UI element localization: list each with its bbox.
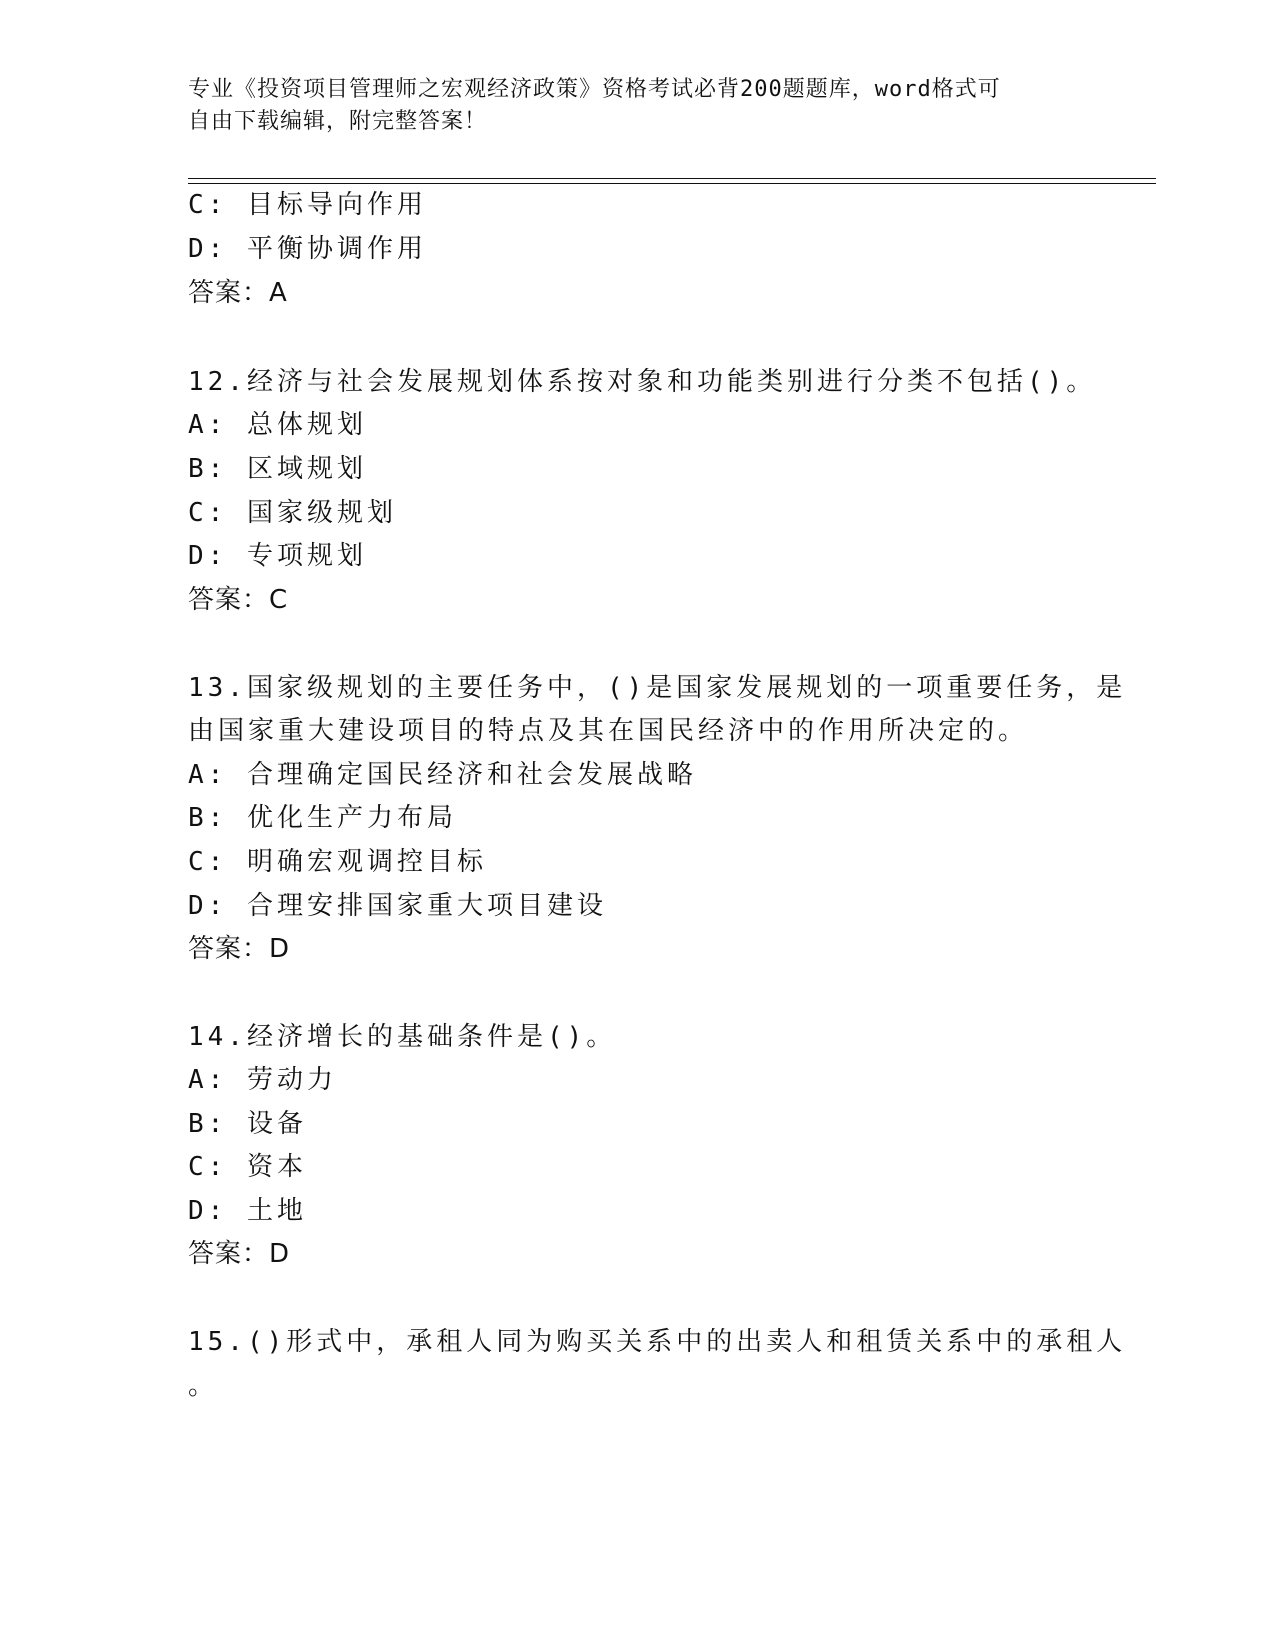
- q11-option-d: D: 平衡协调作用: [188, 234, 427, 264]
- q14-option-a: A: 劳动力: [188, 1065, 337, 1095]
- q12-option-d: D: 专项规划: [188, 541, 367, 571]
- header-divider-bottom: [188, 183, 1156, 184]
- q14-option-b: B: 设备: [188, 1109, 307, 1139]
- q13-option-a: A: 合理确定国民经济和社会发展战略: [188, 760, 697, 790]
- q12-option-b: B: 区域规划: [188, 454, 367, 484]
- q12-option-c: C: 国家级规划: [188, 498, 397, 528]
- q14-question: 14.经济增长的基础条件是()。: [188, 1022, 617, 1052]
- header-divider-top: [188, 178, 1156, 179]
- q14-option-d: D: 土地: [188, 1196, 307, 1226]
- q13-question-line-1: 13.国家级规划的主要任务中，()是国家发展规划的一项重要任务，是: [188, 673, 1127, 703]
- q13-option-c: C: 明确宏观调控目标: [188, 847, 487, 877]
- q12-question: 12.经济与社会发展规划体系按对象和功能类别进行分类不包括()。: [188, 367, 1097, 397]
- q15-question-line-2: 。: [188, 1371, 219, 1401]
- header-line-2: 自由下载编辑，附完整答案！: [188, 109, 488, 134]
- q12-answer: 答案：C: [188, 585, 289, 615]
- header-line-1: 专业《投资项目管理师之宏观经济政策》资格考试必背200题题库，word格式可: [188, 77, 1001, 102]
- q14-answer: 答案：D: [188, 1239, 291, 1269]
- q13-question-line-2: 由国家重大建设项目的特点及其在国民经济中的作用所决定的。: [188, 716, 1029, 746]
- document-header: [188, 74, 1068, 138]
- q11-option-c: C: 目标导向作用: [188, 190, 427, 220]
- q13-answer: 答案：D: [188, 934, 291, 964]
- q13-option-b: B: 优化生产力布局: [188, 803, 457, 833]
- q13-option-d: D: 合理安排国家重大项目建设: [188, 891, 607, 921]
- q14-option-c: C: 资本: [188, 1152, 307, 1182]
- q11-answer: 答案：A: [188, 278, 288, 308]
- q12-option-a: A: 总体规划: [188, 410, 367, 440]
- q15-question-line-1: 15.()形式中，承租人同为购买关系中的出卖人和租赁关系中的承租人: [188, 1327, 1127, 1357]
